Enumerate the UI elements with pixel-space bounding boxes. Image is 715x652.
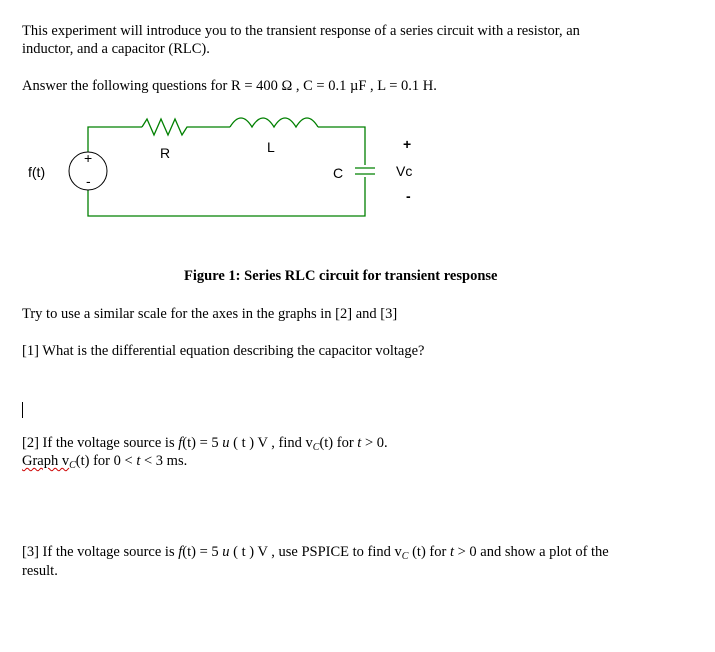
source-label: f(t) [28,164,46,180]
q2-graph-b: C [69,460,76,471]
q3-text-g: (t) for [408,544,450,560]
q3-text-f: C [401,551,409,562]
q2-text-i: > 0. [361,435,388,451]
figure-caption: Figure 1: Series RLC circuit for transient response [184,268,498,284]
question-1: [1] What is the differential equation describing the capacitor voltage? [22,343,425,359]
q2-graph-d: t [136,453,141,469]
question-2-graph [22,452,187,475]
source-plus: + [84,150,93,166]
inductor-label: L [267,139,275,155]
voltage-minus: - [406,188,411,204]
capacitor-label: C [333,165,344,181]
q2-text-f: C [312,442,320,453]
resistor-symbol [142,119,230,135]
q2-text-e: ( t ) V , find v [229,435,313,451]
voltage-plus: + [403,136,412,152]
q2-graph-c: (t) for 0 < [75,453,137,469]
question-3 [22,543,609,566]
rlc-circuit-diagram [0,0,715,260]
q2-graph-a: Graph v [22,453,70,469]
q2-graph-e: < 3 ms. [140,453,188,469]
wire-top-left [88,127,142,152]
intro-line-2: inductor, and a capacitor (RLC). [22,41,210,57]
intro-line-1: This experiment will introduce you to the transient response of a series circuit with a resistor, an [22,23,580,39]
voltage-label: Vc [396,163,413,179]
question-3-line-2: result. [22,563,58,579]
q2-text-h: t [357,435,362,451]
q3-text-a: [3] If the voltage source is [22,544,179,560]
scale-note: Try to use a similar scale for the axes in the graphs in [2] and [3] [22,306,398,322]
answer-prefix: Answer the following questions for R [22,78,241,94]
q3-text-i: > 0 and show a plot of the [453,544,609,560]
q3-text-c: (t) = 5 [182,544,223,560]
wire-bottom [88,177,365,216]
q3-text-e: ( t ) V , use PSPICE to find v [229,544,402,560]
inductor-symbol [230,118,318,127]
text-cursor [22,402,23,418]
answer-values: = 400 Ω , C = 0.1 µF , L = 0.1 H. [240,78,437,94]
q3-text-h: t [449,544,454,560]
resistor-label: R [160,145,171,161]
q2-text-b: f [178,435,183,451]
q2-text-a: [2] If the voltage source is [22,435,179,451]
q3-text-b: f [178,544,183,560]
wire-top-right [318,127,365,165]
q2-text-g: (t) for [319,435,358,451]
source-minus: - [86,173,91,189]
q2-text-d: u [222,435,230,451]
q2-text-c: (t) = 5 [182,435,223,451]
q3-text-d: u [222,544,230,560]
